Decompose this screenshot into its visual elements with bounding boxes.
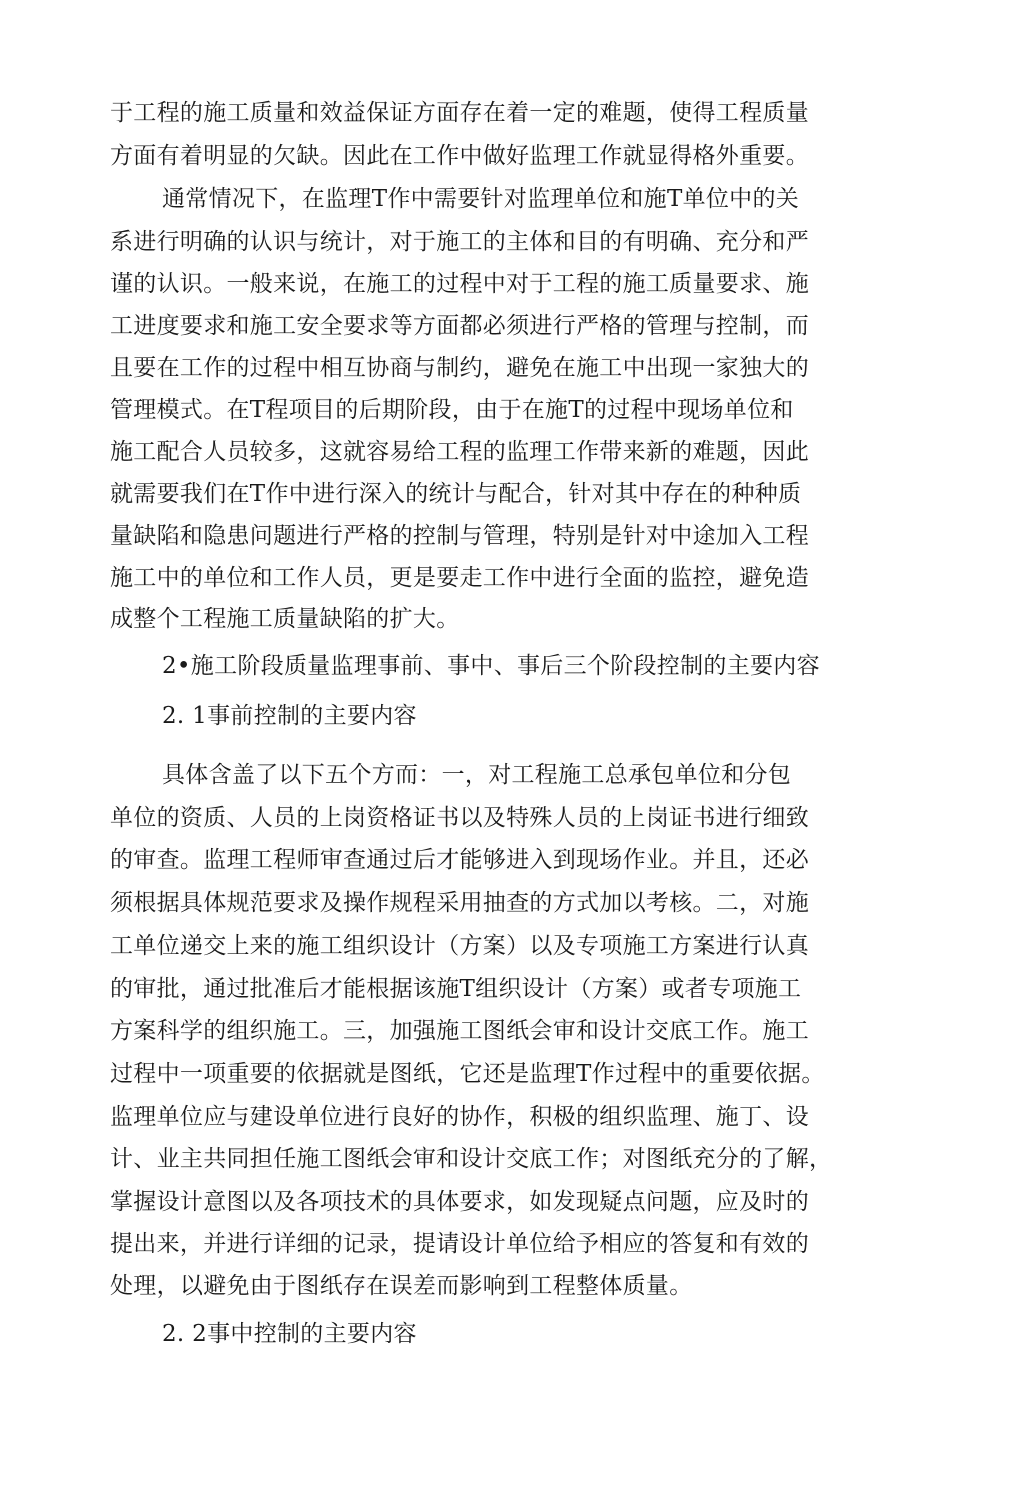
paragraph-2-line: 谨的认识。一般来说，在施工的过程中对于工程的施工质量要求、施 <box>110 271 809 297</box>
paragraph-1-line: 于工程的施工质量和效益保证方面存在着一定的难题，使得工程质量 <box>110 100 809 126</box>
paragraph-2-line: 施工配合人员较多，这就容易给工程的监理工作带来新的难题，因此 <box>110 439 809 465</box>
section-heading-2-2: 2. 2事中控制的主要内容 <box>162 1321 417 1347</box>
paragraph-3-line: 提出来，并进行详细的记录，提请设计单位给予相应的答复和有效的 <box>110 1231 809 1257</box>
paragraph-3-line: 计、业主共同担任施工图纸会审和设计交底工作；对图纸充分的了解， <box>110 1146 833 1172</box>
paragraph-1-line: 方面有着明显的欠缺。因此在工作中做好监理工作就显得格外重要。 <box>110 143 809 169</box>
paragraph-3-line: 过程中一项重要的依据就是图纸，它还是监理T作过程中的重要依据。 <box>110 1061 825 1087</box>
paragraph-2-line: 系进行明确的认识与统计，对于施工的主体和目的有明确、充分和严 <box>110 229 809 255</box>
paragraph-3-line: 的审查。监理工程师审查通过后才能够进入到现场作业。并且，还必 <box>110 847 809 873</box>
paragraph-3-line: 须根据具体规范要求及操作规程采用抽查的方式加以考核。二，对施 <box>110 890 809 916</box>
paragraph-3-line: 工单位递交上来的施工组织设计（方案）以及专项施工方案进行认真 <box>110 933 809 959</box>
paragraph-2-line: 通常情况下，在监理T作中需要针对监理单位和施T单位中的关 <box>162 186 800 212</box>
paragraph-3-line: 处理，以避免由于图纸存在误差而影响到工程整体质量。 <box>110 1273 693 1299</box>
paragraph-2-line: 施工中的单位和工作人员，更是要走工作中进行全面的监控，避免造 <box>110 565 809 591</box>
paragraph-3-line: 掌握设计意图以及各项技术的具体要求，如发现疑点问题，应及时的 <box>110 1189 809 1215</box>
section-heading-2-1: 2. 1事前控制的主要内容 <box>162 703 417 729</box>
paragraph-3-line: 具体含盖了以下五个方而：一，对工程施工总承包单位和分包 <box>162 762 792 788</box>
paragraph-2-line: 量缺陷和隐患问题进行严格的控制与管理，特别是针对中途加入工程 <box>110 523 809 549</box>
section-heading-2: 2•施工阶段质量监理事前、事中、事后三个阶段控制的主要内容 <box>162 653 820 679</box>
paragraph-3-line: 的审批，通过批准后才能根据该施T组织设计（方案）或者专项施工 <box>110 976 802 1002</box>
paragraph-3-line: 监理单位应与建设单位进行良好的协作，积极的组织监理、施丁、设 <box>110 1104 809 1130</box>
paragraph-3-line: 方案科学的组织施工。三，加强施工图纸会审和设计交底工作。施工 <box>110 1018 809 1044</box>
paragraph-2-line: 就需要我们在T作中进行深入的统计与配合，针对其中存在的种种质 <box>110 481 802 507</box>
paragraph-2-line: 管理模式。在T程项目的后期阶段，由于在施T的过程中现场单位和 <box>110 397 794 423</box>
paragraph-2-line: 工进度要求和施工安全要求等方面都必须进行严格的管理与控制，而 <box>110 313 809 339</box>
paragraph-3-line: 单位的资质、人员的上岗资格证书以及特殊人员的上岗证书进行细致 <box>110 805 809 831</box>
paragraph-2-line: 且要在工作的过程中相互协商与制约，避免在施工中出现一家独大的 <box>110 355 809 381</box>
paragraph-2-line: 成整个工程施工质量缺陷的扩大。 <box>110 606 460 632</box>
